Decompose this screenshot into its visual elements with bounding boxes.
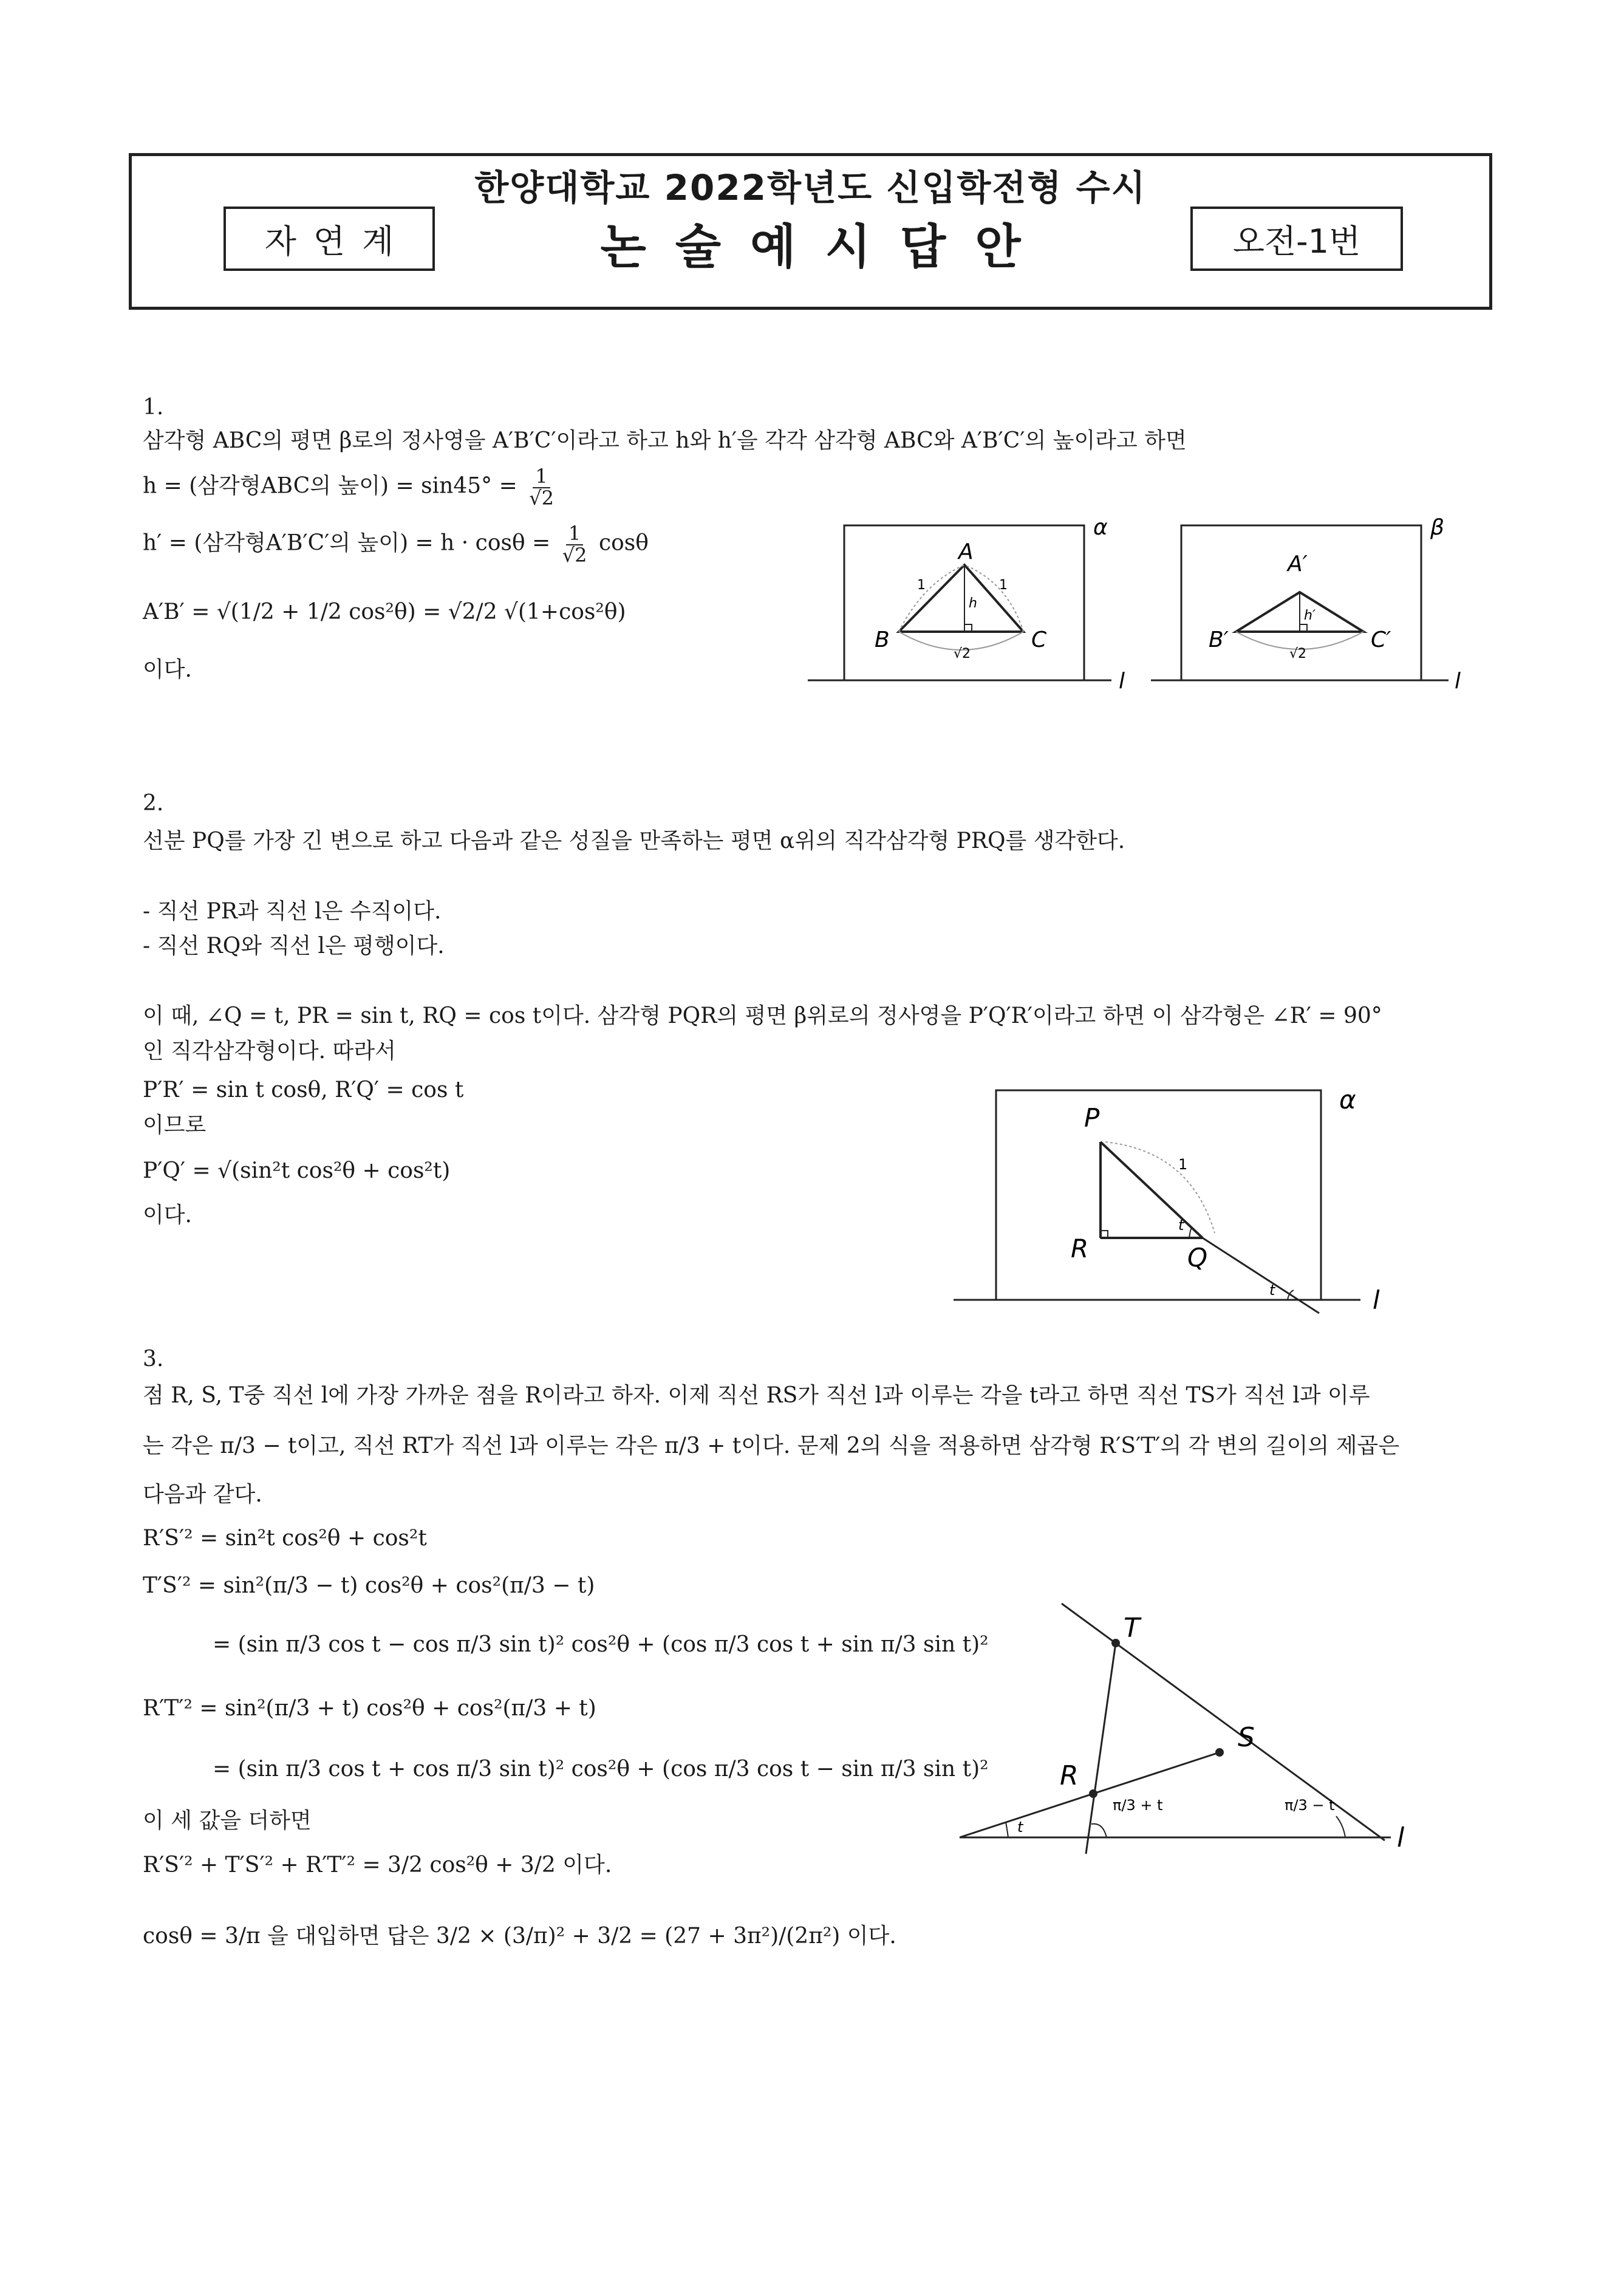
label-t-q: t [1178, 1217, 1184, 1234]
figure2 [947, 1081, 1409, 1330]
label-pi3-plus-t: π/3 + t [1113, 1797, 1163, 1814]
problem1-eq2: h′ = (삼각형A′B′C′의 높이) = h · cosθ = $\frac{1}{√2}$ cosθ [143, 522, 649, 567]
label-h: h [969, 596, 977, 611]
problem2-end: 이다. [143, 1203, 192, 1228]
label-one-right: 1 [999, 578, 1008, 593]
problem3-para1: 점 R, S, T중 직선 l에 가장 가까운 점을 R이라고 하자. 이제 직선 RS가 직선 l과 이루는 각을 t라고 하면 직선 TS가 직선 l과 이루 [143, 1383, 1370, 1408]
problem3-eq3: = (sin π/3 cos t − cos π/3 sin t)² cos²θ + (cos π/3 cos t + sin π/3 sin t)² [213, 1632, 989, 1657]
problem2-bullet2: - 직선 RQ와 직선 l은 평행이다. [143, 934, 445, 958]
problem1-end: 이다. [143, 657, 192, 682]
point-R [1089, 1789, 1097, 1798]
problem2-para1: 이 때, ∠Q = t, PR = sin t, RQ = cos t이다. 삼각형 PQR의 평면 β위로의 정사영을 P′Q′R′이라고 하면 이 삼각형은 ∠R′ = 90° [143, 1003, 1382, 1028]
label-A: A [958, 539, 974, 564]
line-RT [1086, 1643, 1116, 1854]
angle-arc-minus [1336, 1816, 1345, 1837]
problem1-intro: 삼각형 ABC의 평면 β로의 정사영을 A′B′C′이라고 하고 h와 h′을 각각 삼각형 ABC와 A′B′C′의 높이라고 하면 [143, 428, 1187, 453]
segment-PQ-extended [1203, 1238, 1319, 1313]
label-alpha: α [1339, 1085, 1356, 1115]
problem3-eq5: = (sin π/3 cos t + cos π/3 sin t)² cos²θ + (cos π/3 cos t − sin π/3 sin t)² [213, 1757, 989, 1782]
label-l: l [1373, 1285, 1380, 1315]
problem1-number: 1. [143, 395, 164, 420]
problem3-eq1: R′S′² = sin²t cos²θ + cos²t [143, 1526, 427, 1551]
label-l: l [1455, 669, 1461, 692]
label-beta: β [1430, 515, 1444, 540]
problem2-eq2: P′Q′ = √(sin²t cos²θ + cos²t) [143, 1158, 451, 1183]
problem-tag: 오전-1번 [1190, 207, 1403, 271]
problem3-number: 3. [143, 1347, 164, 1372]
problem1-eq1: h = (삼각형ABC의 높이) = sin45° = $\frac{1}{√2}$ [143, 465, 554, 510]
problem3-eq2: T′S′² = sin²(π/3 − t) cos²θ + cos²(π/3 − t) [143, 1573, 595, 1598]
label-t: t [1017, 1819, 1023, 1836]
triangle-abc [899, 565, 1023, 632]
angle-arc-q [1189, 1228, 1192, 1238]
label-C-prime: C′ [1371, 627, 1391, 652]
point-T [1111, 1639, 1120, 1647]
problem3-eq6: R′S′² + T′S′² + R′T′² = 3/2 cos²θ + 3/2 이다. [143, 1853, 612, 1877]
problem2-bullet1: - 직선 PR과 직선 l은 수직이다. [143, 899, 442, 924]
label-base: √2 [1289, 646, 1307, 661]
label-B: B [875, 627, 890, 652]
label-T: T [1124, 1613, 1140, 1644]
label-Q: Q [1187, 1243, 1208, 1273]
line-TS [1062, 1604, 1385, 1840]
problem1-eq3: A′B′ = √(1/2 + 1/2 cos²θ) = √2/2 √(1+cos²θ) [143, 600, 626, 624]
problem3-eq4: R′T′² = sin²(π/3 + t) cos²θ + cos²(π/3 + t) [143, 1696, 596, 1721]
point-S [1215, 1748, 1224, 1757]
angle-arc-t [1006, 1822, 1008, 1837]
header-title: 한양대학교 2022학년도 신입학전형 수시 [474, 167, 1147, 208]
problem2-intro: 선분 PQ를 가장 긴 변으로 하고 다음과 같은 성질을 만족하는 평면 α위의 직각삼각형 PRQ를 생각한다. [143, 829, 1125, 853]
label-one: 1 [1178, 1156, 1188, 1173]
label-base: √2 [954, 646, 971, 661]
label-pi3-minus-t: π/3 − t [1285, 1797, 1335, 1814]
label-h-prime: h′ [1304, 608, 1316, 623]
label-alpha: α [1093, 515, 1108, 540]
problem2-eq1: P′R′ = sin t cosθ, R′Q′ = cos t [143, 1078, 464, 1102]
figure1-left [808, 510, 1142, 692]
label-S: S [1238, 1722, 1255, 1753]
problem3-sum-intro: 이 세 값을 더하면 [143, 1808, 312, 1833]
problem3-eq7: cosθ = 3/π 을 대입하면 답은 3/2 × (3/π)² + 3/2 = (27 + 3π²)/(2π²) 이다. [143, 1924, 896, 1949]
label-R: R [1071, 1234, 1089, 1263]
length-arc [1105, 1142, 1215, 1233]
figure3 [947, 1591, 1433, 1865]
label-B-prime: B′ [1209, 627, 1229, 652]
label-l: l [1397, 1822, 1405, 1853]
problem2-para2: 인 직각삼각형이다. 따라서 [143, 1039, 396, 1064]
label-C: C [1031, 627, 1047, 652]
label-A-prime: A′ [1288, 552, 1308, 576]
angle-arc-plus [1091, 1824, 1107, 1837]
problem3-para2: 는 각은 π/3 − t이고, 직선 RT가 직선 l과 이루는 각은 π/3 + t이다. 문제 2의 식을 적용하면 삼각형 R′S′T′의 각 변의 길이의 제곱은 [143, 1433, 1399, 1458]
label-one-left: 1 [917, 578, 926, 593]
label-P: P [1084, 1103, 1100, 1133]
figure1-right [1151, 510, 1479, 692]
label-l: l [1119, 669, 1125, 692]
category-tag: 자연계 [224, 207, 435, 271]
problem3-para3: 다음과 같다. [143, 1482, 262, 1507]
label-R: R [1060, 1760, 1079, 1791]
main-title: 논술예시답안 [600, 220, 1050, 275]
problem2-mid: 이므로 [143, 1113, 206, 1138]
label-t-l: t [1269, 1282, 1275, 1299]
problem2-number: 2. [143, 791, 164, 816]
